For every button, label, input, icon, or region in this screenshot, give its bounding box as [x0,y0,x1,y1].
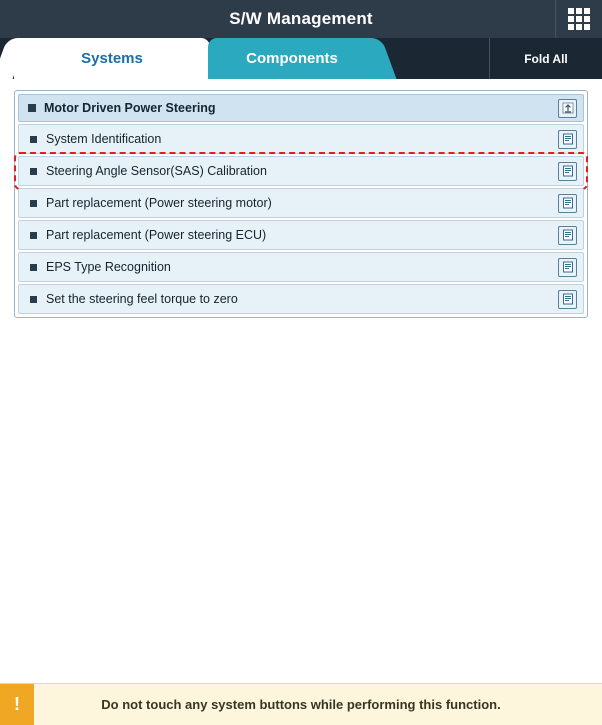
item-bullet-icon [30,168,37,175]
grid-menu-icon [568,8,590,30]
tab-components-label: Components [246,50,338,67]
page-title: S/W Management [229,9,373,28]
grid-menu-button[interactable] [555,0,602,38]
item-bullet-icon [30,296,37,303]
tab-systems[interactable] [14,38,210,79]
fold-all-button[interactable] [489,38,602,79]
document-icon[interactable] [558,130,577,149]
item-bullet-icon [30,136,37,143]
fold-all-label: Fold All [524,51,568,66]
document-icon[interactable] [558,290,577,309]
document-icon[interactable] [558,226,577,245]
tab-components[interactable] [208,38,376,79]
item-bullet-icon [30,264,37,271]
list-item-label: Set the steering feel torque to zero [46,292,238,306]
system-group [14,90,588,318]
title-bar [0,0,602,38]
list-item[interactable] [18,284,584,314]
list-item-label: Part replacement (Power steering motor) [46,196,272,210]
warning-icon: ! [0,684,34,725]
content-area [0,79,602,683]
tab-systems-label: Systems [81,50,143,67]
group-header-motor-driven-power-steering[interactable] [18,94,584,122]
list-item[interactable] [18,252,584,282]
group-title: Motor Driven Power Steering [44,101,216,115]
list-item-label: EPS Type Recognition [46,260,171,274]
list-item[interactable] [18,156,584,186]
group-bullet-icon [28,104,36,112]
list-item[interactable] [18,220,584,250]
list-item-label: System Identification [46,132,162,146]
list-item-label: Part replacement (Power steering ECU) [46,228,267,242]
document-icon[interactable] [558,258,577,277]
status-message: Do not touch any system buttons while performing this function. [101,697,501,712]
tab-bar [0,38,602,79]
document-icon[interactable] [558,194,577,213]
document-icon[interactable] [558,162,577,181]
collapse-icon[interactable] [558,99,577,118]
list-item[interactable] [18,188,584,218]
item-bullet-icon [30,200,37,207]
item-bullet-icon [30,232,37,239]
list-item-label: Steering Angle Sensor(SAS) Calibration [46,164,267,178]
status-bar [0,683,602,725]
list-item[interactable] [18,124,584,154]
